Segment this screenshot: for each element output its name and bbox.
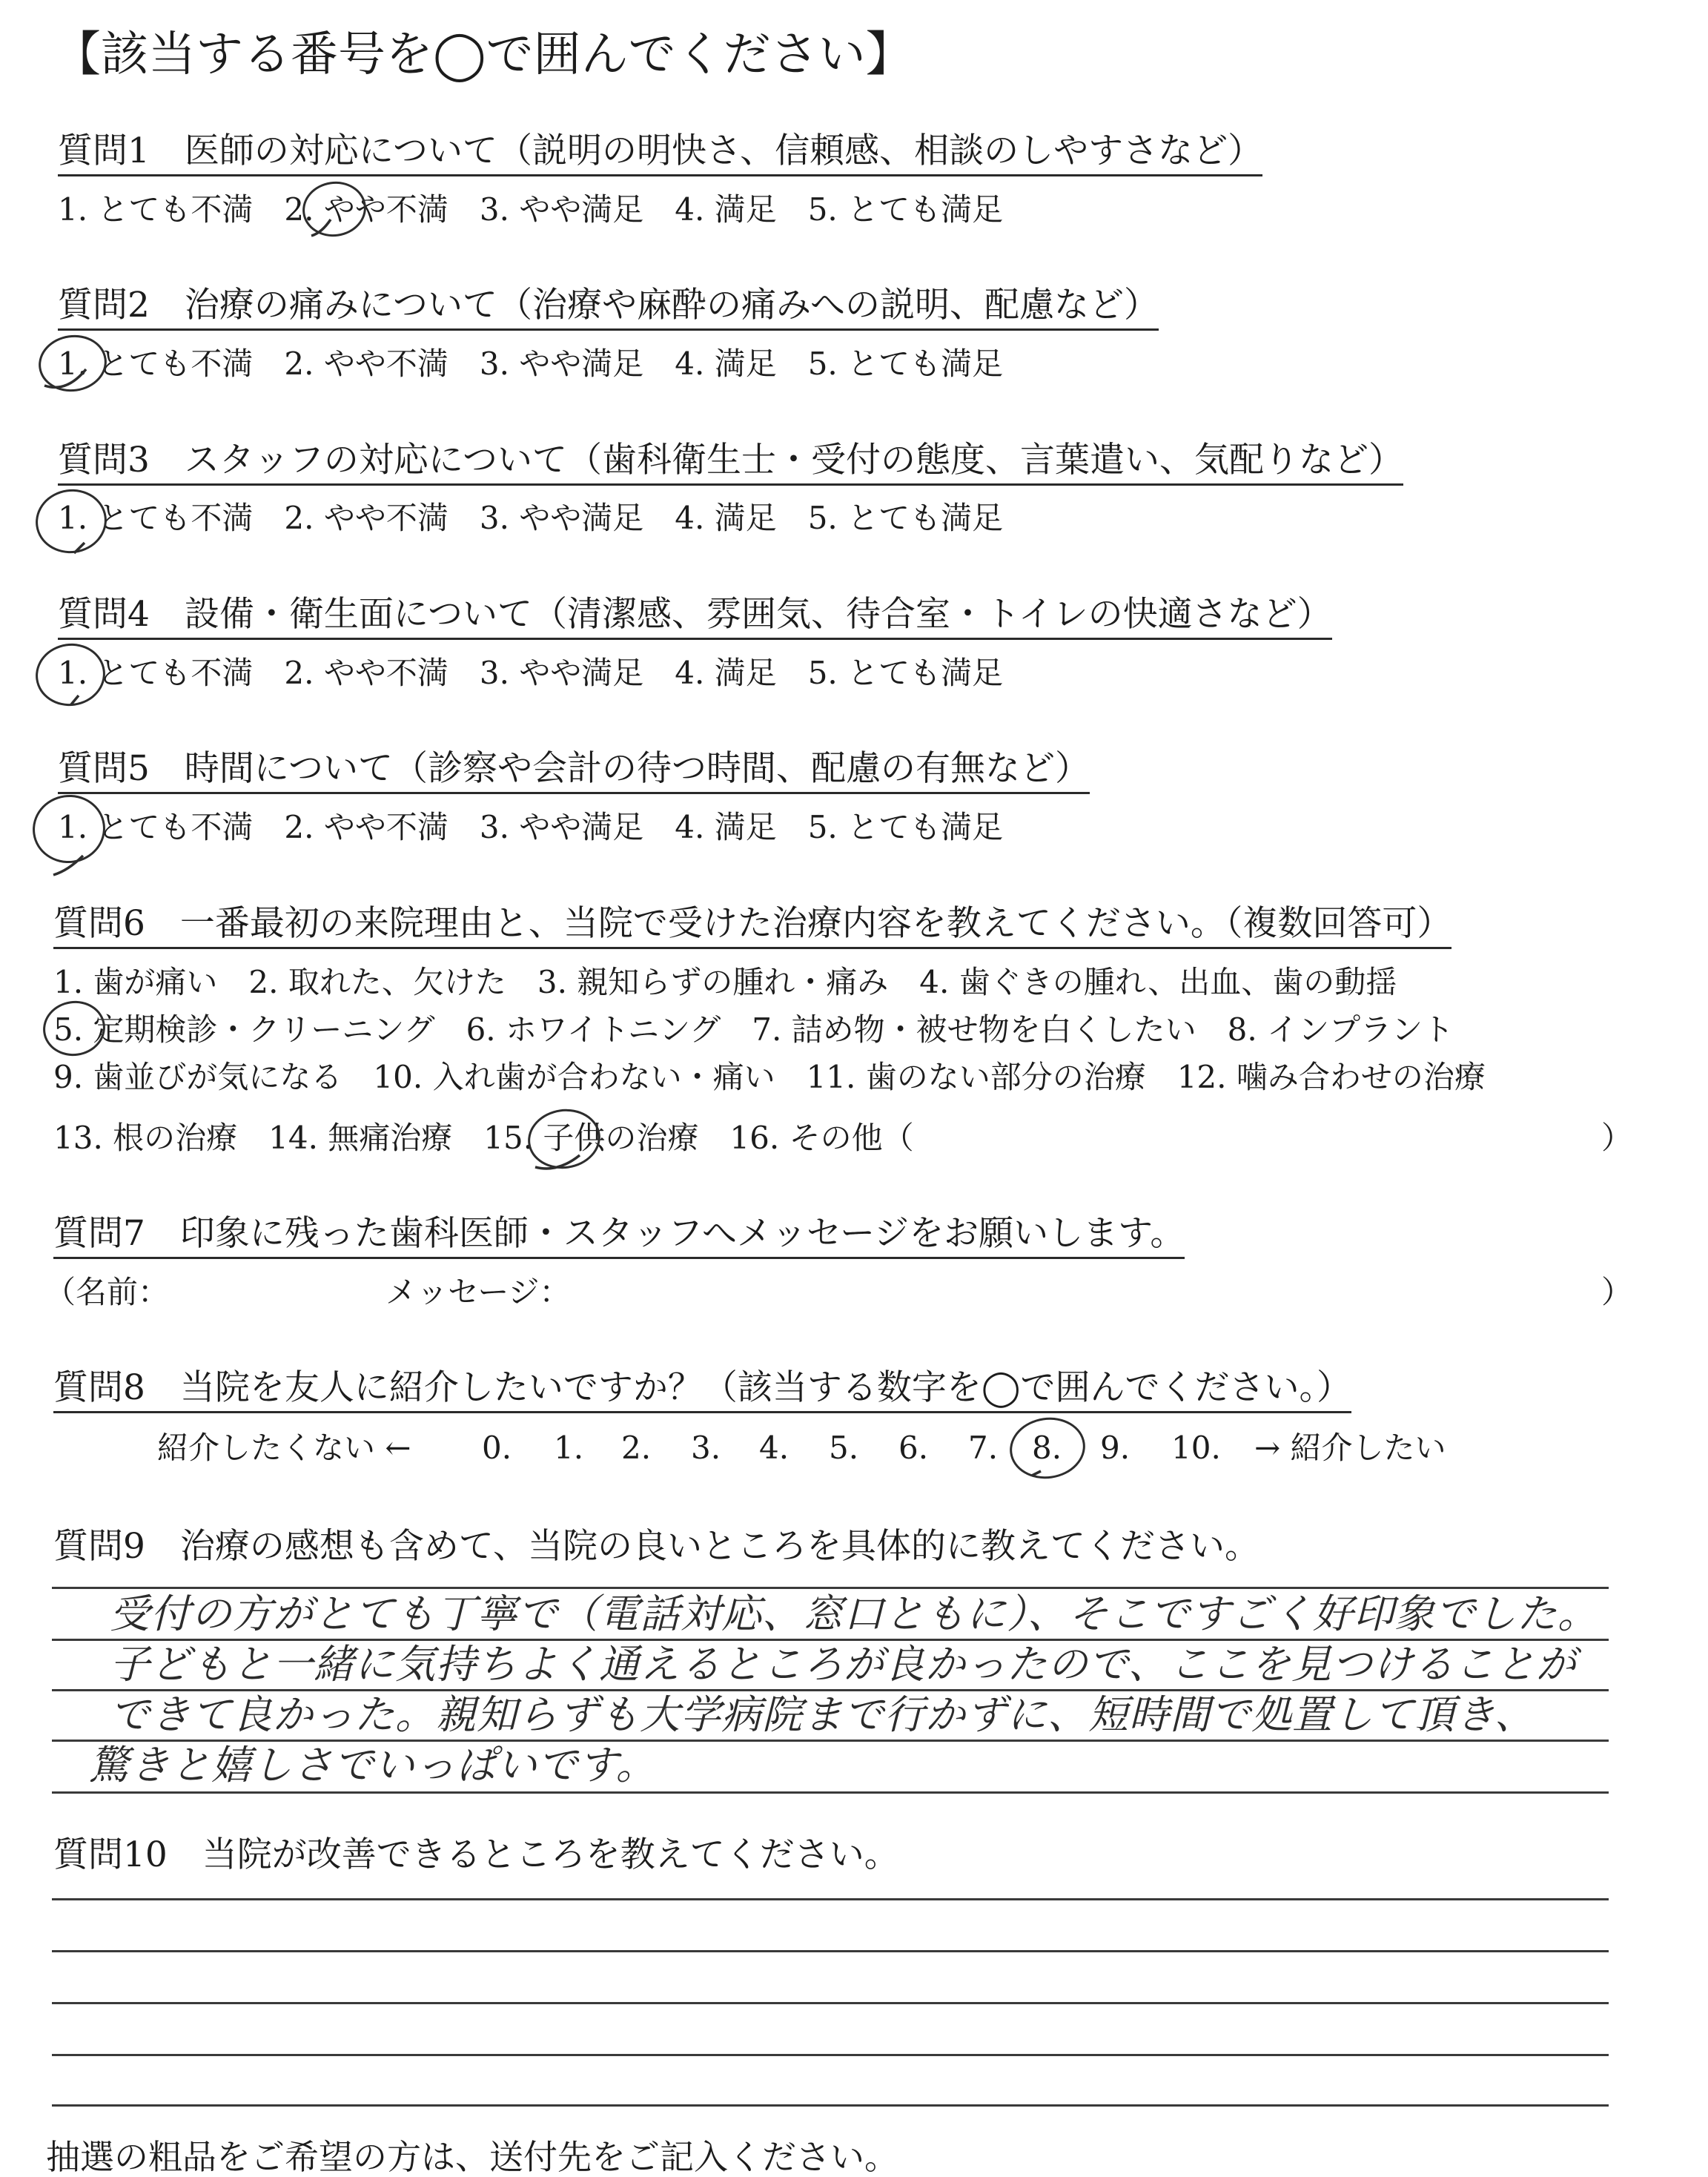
q9-answer-line-2: 子どもと一緒に気持ちよく通えるところが良かったので、ここを見つけることが <box>110 1641 1577 1688</box>
q8-scale-0[interactable]: 0. <box>482 1430 512 1466</box>
q6-options-line-4[interactable]: 13. 根の治療 14. 無痛治療 15. 子供の治療 16. その他（ <box>53 1120 914 1156</box>
q8-scale-2[interactable]: 2. <box>621 1430 652 1466</box>
q8-scale-10[interactable]: 10. <box>1171 1430 1221 1466</box>
q8-right-label: → 紹介したい <box>1254 1430 1446 1466</box>
q4-heading: 質問4 設備・衛生面について（清潔感、雰囲気、待合室・トイレの快適さなど） <box>58 597 1332 640</box>
q8-scale-5[interactable]: 5. <box>829 1430 859 1466</box>
q8-scale-6[interactable]: 6. <box>898 1430 929 1466</box>
q2-heading: 質問2 治療の痛みについて（治療や麻酔の痛みへの説明、配慮など） <box>58 288 1159 331</box>
q7-close-paren: ） <box>1601 1274 1633 1310</box>
q6-options-line-1[interactable]: 1. 歯が痛い 2. 取れた、欠けた 3. 親知らずの腫れ・痛み 4. 歯ぐきの腫れ、出血、歯の動揺 <box>53 964 1397 1000</box>
q8-scale-7[interactable]: 7. <box>968 1430 999 1466</box>
q8-left-label: 紹介したくない ← <box>157 1430 411 1466</box>
q8-scale-4[interactable]: 4. <box>759 1430 790 1466</box>
footer-note: 抽選の粗品をご希望の方は、送付先をご記入ください。 <box>46 2137 898 2177</box>
q8-scale-8[interactable]: 8. <box>1032 1430 1062 1466</box>
q10-heading: 質問10 当院が改善できるところを教えてください。 <box>53 1834 899 1875</box>
q8-scale-1[interactable]: 1. <box>554 1430 584 1466</box>
q2-options[interactable]: 1. とても不満 2. やや不満 3. やや満足 4. 満足 5. とても満足 <box>58 346 1004 382</box>
q1-options[interactable]: 1. とても不満 2. やや不満 3. やや満足 4. 満足 5. とても満足 <box>58 191 1004 228</box>
q3-heading: 質問3 スタッフの対応について（歯科衛生士・受付の態度、言葉遣い、気配りなど） <box>58 443 1403 486</box>
q9-answer-line-4: 驚きと嬉しさでいっぱいです。 <box>89 1742 657 1788</box>
q5-heading: 質問5 時間について（診察や会計の待つ時間、配慮の有無など） <box>58 751 1090 794</box>
q5-options[interactable]: 1. とても不満 2. やや不満 3. やや満足 4. 満足 5. とても満足 <box>58 809 1004 845</box>
q6-heading: 質問6 一番最初の来院理由と、当院で受けた治療内容を教えてください。（複数回答可） <box>53 906 1452 949</box>
q3-options[interactable]: 1. とても不満 2. やや不満 3. やや満足 4. 満足 5. とても満足 <box>58 500 1004 536</box>
q9-answer-line-3: できて良かった。親知らずも大学病院まで行かずに、短時間で処置して頂き、 <box>110 1691 1535 1738</box>
q9-answer-line-1: 受付の方がとても丁寧で（電話対応、窓口ともに）、そこですごく好印象でした。 <box>110 1590 1598 1637</box>
q9-heading: 質問9 治療の感想も含めて、当院の良いところを具体的に教えてください。 <box>53 1526 1260 1567</box>
q7-name-label: （名前： <box>44 1274 170 1310</box>
page-title: 【該当する番号を◯で囲んでください】 <box>53 27 913 82</box>
q6-close-paren: ） <box>1601 1120 1633 1156</box>
q7-message-label: メッセージ： <box>385 1274 571 1310</box>
q6-options-line-2[interactable]: 5. 定期検診・クリーニング 6. ホワイトニング 7. 詰め物・被せ物を白くしたい 8. インプラント <box>53 1011 1454 1048</box>
q4-options[interactable]: 1. とても不満 2. やや不満 3. やや満足 4. 満足 5. とても満足 <box>58 655 1004 691</box>
q8-heading: 質問8 当院を友人に紹介したいですか？（該当する数字を◯で囲んでください。） <box>53 1370 1351 1413</box>
q7-heading: 質問7 印象に残った歯科医師・スタッフへメッセージをお願いします。 <box>53 1216 1185 1259</box>
q8-scale-3[interactable]: 3. <box>691 1430 721 1466</box>
q8-scale-9[interactable]: 9. <box>1100 1430 1131 1466</box>
q6-options-line-3[interactable]: 9. 歯並びが気になる 10. 入れ歯が合わない・痛い 11. 歯のない部分の治療 12. 噛み合わせの治療 <box>53 1059 1486 1095</box>
q1-heading: 質問1 医師の対応について（説明の明快さ、信頼感、相談のしやすさなど） <box>58 133 1262 176</box>
